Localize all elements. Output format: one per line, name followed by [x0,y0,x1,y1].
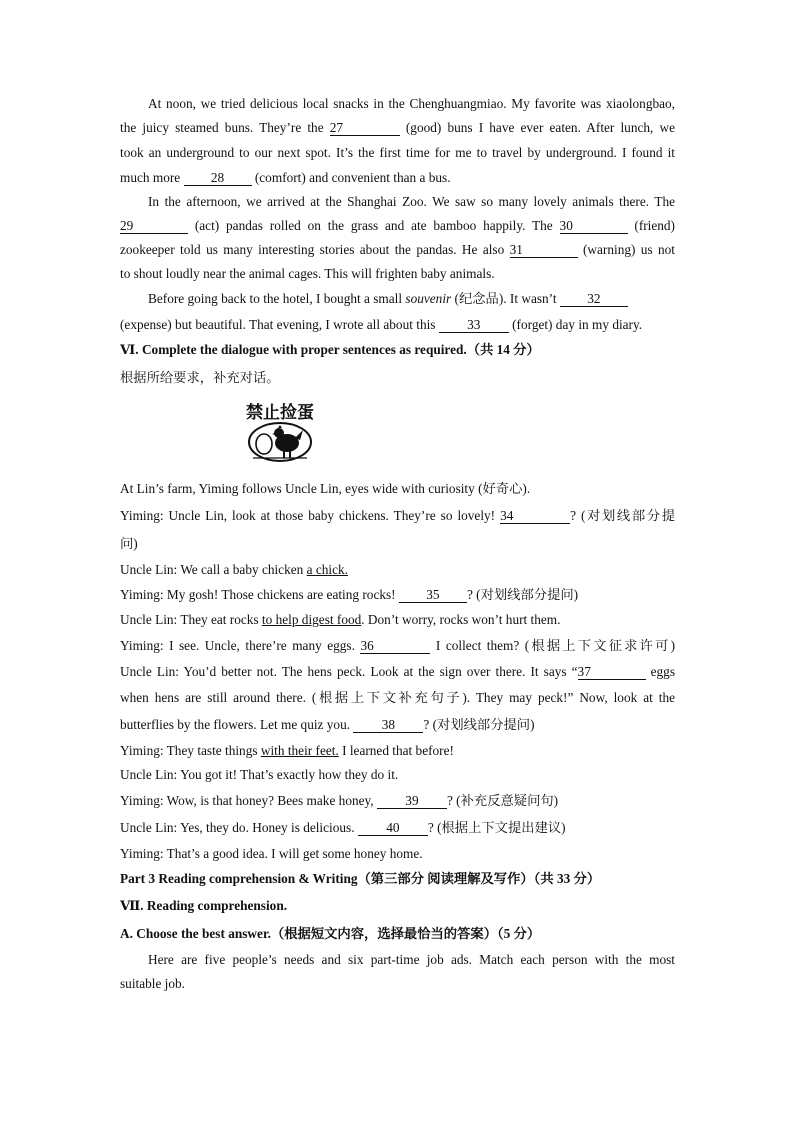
dialogue-intro: At Lin’s farm, Yiming follows Uncle Lin, eyes wide with curiosity (好奇心). [120,481,531,496]
answer-blank-29[interactable]: 29 [120,219,188,234]
paragraph-line: zookeeper told us many interesting stories about the pandas. He also 31 (warning) us not [120,242,675,257]
paragraph-line: 29 (act) pandas rolled on the grass and ate bamboo happily. The 30 (friend) [120,218,675,233]
dialogue-line: Uncle Lin: They eat rocks to help digest food. Don’t worry, rocks won’t hurt them. [120,612,561,627]
answer-blank-28[interactable]: 28 [184,171,252,186]
dialogue-line: Uncle Lin: You’d better not. The hens peck. Look at the sign over there. It says “37 eggs [120,664,675,679]
paragraph-line: suitable job. [120,976,185,991]
section-6-subtitle: 根据所给要求，补充对话。 [120,370,280,385]
answer-blank-35[interactable]: 35 [399,588,467,603]
dialogue-line: Yiming: They taste things with their feet. I learned that before! [120,743,454,758]
no-egg-picking-sign [245,398,315,464]
dialogue-line: Yiming: I see. Uncle, there’re many eggs. 36 I collect them? (根据上下文征求许可) [120,638,675,653]
answer-blank-37[interactable]: 37 [578,665,646,680]
paragraph-line: Before going back to the hotel, I bought a small souvenir (纪念品). It wasn’t 32 [148,291,675,307]
answer-blank-36[interactable]: 36 [360,639,430,654]
part-3-title: Part 3 Reading comprehension & Writing（第三部分 阅读理解及写作）（共 33 分） [120,871,601,886]
sign-graphic [245,398,315,464]
egg-icon [256,434,272,454]
answer-blank-30[interactable]: 30 [560,219,628,234]
dialogue-line: Yiming: That’s a good idea. I will get some honey home. [120,846,423,861]
answer-blank-27[interactable]: 27 [330,121,400,136]
dialogue-line: Yiming: Uncle Lin, look at those baby chickens. They’re so lovely! 34 ? (对划线部分提 [120,508,676,523]
answer-blank-34[interactable]: 34 [500,509,570,524]
section-6-title: Ⅵ. Complete the dialogue with proper sentences as required.（共 14 分） [120,342,540,357]
dialogue-line: Uncle Lin: We call a baby chicken a chick. [120,562,348,577]
answer-blank-31[interactable]: 31 [510,243,578,258]
paragraph-line: the juicy steamed buns. They’re the 27 (good) buns I have ever eaten. After lunch, we [120,120,675,135]
paragraph-line: (expense) but beautiful. That evening, I wrote all about this 33 (forget) day in my diary. [120,317,643,332]
answer-blank-40[interactable]: 40 [358,821,428,836]
paragraph-line: to shout loudly near the animal cages. This will frighten baby animals. [120,266,495,281]
dialogue-line: Yiming: Wow, is that honey? Bees make honey, 39 ? (补充反意疑问句) [120,793,559,808]
dialogue-line: 问) [120,536,138,551]
sign-text: 禁止捡蛋 [246,403,314,423]
answer-blank-38[interactable]: 38 [353,718,423,733]
section-a-title: A. Choose the best answer.（根据短文内容，选择最恰当的答案）（5 分） [120,926,541,941]
paragraph-line: much more 28 (comfort) and convenient than a bus. [120,170,451,185]
dialogue-line: Yiming: My gosh! Those chickens are eating rocks! 35 ? (对划线部分提问) [120,587,579,602]
answer-blank-33[interactable]: 33 [439,318,509,333]
paragraph-line: took an underground to our next spot. It’s the first time for me to travel by underground. I found it [120,145,675,160]
paragraph-line: At noon, we tried delicious local snacks in the Chenghuangmiao. My favorite was xiaolongbao, [148,96,675,111]
dialogue-line: butterflies by the flowers. Let me quiz you. 38 ? (对划线部分提问) [120,717,535,732]
dialogue-line: Uncle Lin: Yes, they do. Honey is delicious. 40 ? (根据上下文提出建议) [120,820,566,835]
dialogue-line: Uncle Lin: You got it! That’s exactly how they do it. [120,767,399,782]
paragraph-line: Here are five people’s needs and six part-time job ads. Match each person with the most [148,952,675,967]
dialogue-line: when hens are still around there. (根据上下文补充句子). They may peck!” Now, look at the [120,690,675,705]
answer-blank-32[interactable]: 32 [560,292,628,307]
paragraph-line: In the afternoon, we arrived at the Shanghai Zoo. We saw so many lovely animals there. The [148,194,675,209]
answer-blank-39[interactable]: 39 [377,794,447,809]
section-7-title: Ⅶ. Reading comprehension. [120,898,288,913]
